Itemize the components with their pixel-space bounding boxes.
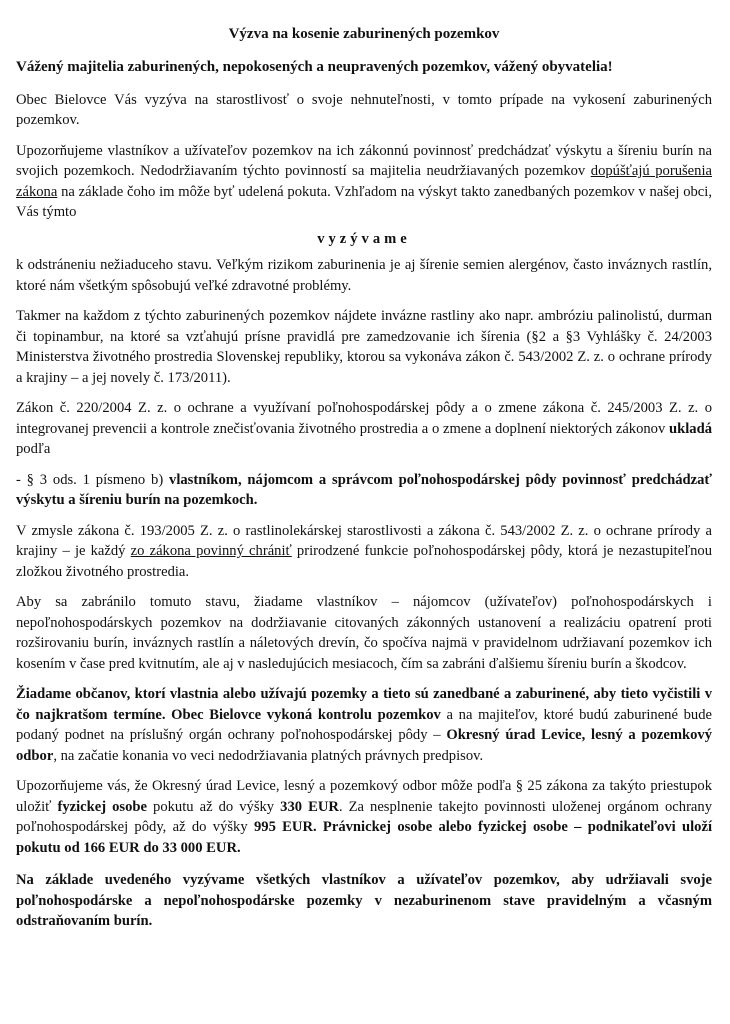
paragraph-removal: k odstráneniu nežiaduceho stavu. Veľkým rizikom zaburinenia je aj šírenie semien alergénov, často inváznych rastlín, ktoré nám všetkým spôsobujú veľké zdravotné problémy. bbox=[16, 257, 712, 294]
paragraph-section-3: - § 3 ods. 1 písmeno b) vlastníkom, nájomcom a správcom poľnohospodárskej pôdy povinnosť predchádzať výskytu a šíreniu burín na pozemkoch. bbox=[16, 471, 713, 508]
document-title: Výzva na kosenie zaburinených pozemkov bbox=[228, 26, 500, 42]
greeting: Vážený majitelia zaburinených, nepokosených a neupravených pozemkov, vážený obyvatelia! bbox=[16, 59, 613, 75]
underlined-violation: dopúšťajú porušenia zákona bbox=[16, 163, 712, 200]
underlined-duty: zo zákona povinný chrániť bbox=[130, 543, 292, 559]
paragraph-request-citizens: Žiadame občanov, ktorí vlastnia alebo užívajú pozemky a tieto sú zanedbané a zaburinené, aby tieto vyčistili v čo najkratšom termíne. Obec Bielovce vykoná kontrolu pozemkov a na majiteľov, ktoré budú zaburinené bude podaný podnet na príslušný orgán ochrany poľnohospodárskej pôdy – Okresný úrad Levice, lesný a pozemkový odbor, na začatie konania vo veci nedodržiavania platných právnych predpisov. bbox=[16, 686, 712, 764]
paragraph-law-193: V zmysle zákona č. 193/2005 Z. z. o rastlinolekárskej starostlivosti a zákona č. 543/2002 Z. z. o ochrane prírody a krajiny – je každý zo zákona povinný chrániť prirodzené funkcie poľnohospodárskej pôdy, ktorá je nezastupiteľnou zložkou životného prostredia. bbox=[16, 522, 713, 580]
paragraph-warning: Upozorňujeme vlastníkov a užívateľov pozemkov na ich zákonnú povinnosť predchádzať výskytu a šíreniu burín na svojich pozemkoch. Nedodržiavaním týchto povinností sa majitelia neudržiavaných pozemkov dopúšťajú porušenia zákona na základe čoho im môže byť udelená pokuta. Vzhľadom na výskyt takto zanedbaných pozemkov v našej obci, Vás týmto bbox=[16, 142, 712, 220]
paragraph-invasive-plants: Takmer na každom z týchto zaburinených pozemkov nájdete invázne rastliny ako napr. ambróziu palinolistú, durman či topinambur, na ktoré sa vzťahujú prísne pravidlá pre zamedzovanie ich šírenia (§2 a §3 Vyhlášky č. 24/2003 Ministerstva životného prostredia Slovenskej republiky, ktorou sa vykonáva zákon č. 543/2002 Z. z. o ochrane prírody a krajiny – a jej novely č. 173/2011). bbox=[16, 308, 712, 386]
paragraph-intro: Obec Bielovce Vás vyzýva na starostlivosť o svoje nehnuteľnosti, v tomto prípade na vykosení zaburinených pozemkov. bbox=[16, 91, 712, 128]
paragraph-law-220: Zákon č. 220/2004 Z. z. o ochrane a využívaní poľnohospodárskej pôdy a o zmene zákona č. 245/2003 Z. z. o integrovanej prevencii a kontrole znečisťovania životného prostredia a o zmene a doplnení niektorých zákonov ukladá podľa bbox=[16, 400, 712, 457]
paragraph-fines: Upozorňujeme vás, že Okresný úrad Levice, lesný a pozemkový odbor môže podľa § 25 zákona za takýto priestupok uložiť fyzickej osobe pokutu až do výšky 330 EUR. Za nesplnenie takejto povinnosti uloženej orgánom ochrany poľnohospodárskej pôdy, až do výšky 995 EUR. Právnickej osobe alebo fyzickej osobe – podnikateľovi uloží pokutu od 166 EUR do 33 000 EUR. bbox=[16, 778, 713, 856]
paragraph-request-owners: Aby sa zabránilo tomuto stavu, žiadame vlastníkov – nájomcov (užívateľov) poľnohospodárskych i nepoľnohospodárskych pozemkov na dodržiavanie citovaných zákonných ustanovení a realizáciu opatrení proti rozširovaniu burín, inváznych rastlín a náletových drevín, čo spočíva najmä v pravidelnom udržiavaní pozemkov ich kosením v čase pred kvitnutím, ale aj v nasledujúcich mesiacoch, čím sa zabráni ďalšiemu šíreniu burín a škodcov. bbox=[16, 594, 712, 672]
vyzyvame-heading: vyzývame bbox=[317, 230, 411, 247]
paragraph-closing-appeal: Na základe uvedeného vyzývame všetkých vlastníkov a užívateľov pozemkov, aby udržiavali svoje poľnohospodárske a nepoľnohospodárske pozemky v nezaburinenom stave pravidelným a včasným odstraňovaním burín. bbox=[16, 872, 712, 929]
